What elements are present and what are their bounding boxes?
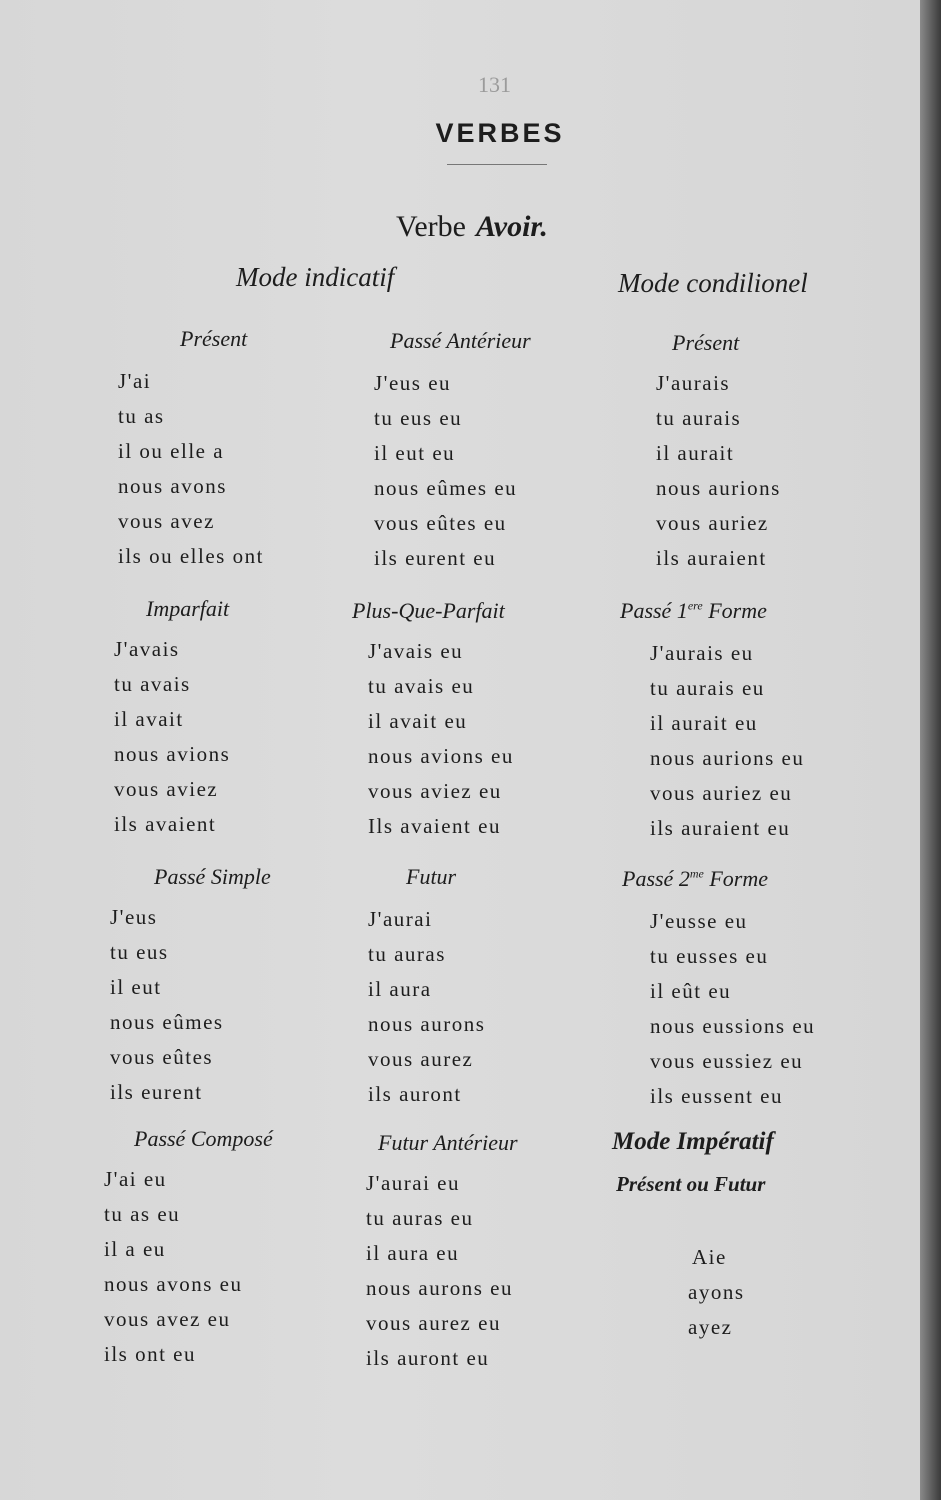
form: J'avais: [114, 637, 180, 661]
form: ils auront eu: [366, 1346, 490, 1370]
form: nous avons eu: [104, 1272, 243, 1296]
form: J'eus eu: [374, 371, 452, 395]
tense-cond-present: Présent: [672, 330, 740, 355]
form: tu avais eu: [368, 674, 475, 698]
forms-cond-passe-1: [650, 636, 804, 846]
mode-conditionnel: Mode condilionel: [618, 268, 808, 298]
forms-passe-anterieur: [374, 366, 517, 576]
form: il eut: [110, 975, 162, 999]
form: il a eu: [104, 1237, 166, 1261]
form: ils eurent: [110, 1080, 203, 1104]
mode-indicatif: Mode indicatif: [236, 262, 395, 292]
form: ayez: [688, 1315, 733, 1339]
form: tu avais: [114, 672, 191, 696]
form: nous avons: [118, 474, 227, 498]
tense-present: Présent: [180, 326, 248, 351]
form: nous eussions eu: [650, 1014, 816, 1038]
form: J'eus: [110, 905, 158, 929]
form: nous aurions: [656, 476, 781, 500]
form: vous avez: [118, 509, 215, 533]
form: nous avions: [114, 742, 231, 766]
tense-plus-que-parfait: Plus-Que-Parfait: [352, 598, 505, 623]
tense-futur-anterieur: Futur Antérieur: [378, 1130, 518, 1155]
verb-heading: [396, 210, 548, 244]
form: il eût eu: [650, 979, 732, 1003]
forms-futur-anterieur: [366, 1166, 513, 1376]
forms-plus-que-parfait: [368, 634, 514, 844]
form: Ils avaient eu: [368, 814, 501, 838]
forms-imperatif: [688, 1240, 745, 1345]
form: nous eûmes eu: [374, 476, 518, 500]
form: tu auras: [368, 942, 446, 966]
form: tu eus: [110, 940, 169, 964]
form: tu eusses eu: [650, 944, 769, 968]
form: vous avez eu: [104, 1307, 231, 1331]
tense-prefix: Passé 1: [620, 598, 688, 623]
form: nous eûmes: [110, 1010, 224, 1034]
mode-imperatif: Mode Impératif: [612, 1128, 774, 1155]
form: ils eurent eu: [374, 546, 497, 570]
form: Aie: [692, 1245, 727, 1269]
tense-suffix: Forme: [708, 598, 767, 623]
tense-sup: me: [689, 866, 704, 881]
tense-passe-anterieur: Passé Antérieur: [390, 328, 531, 353]
forms-passe-compose: [104, 1162, 243, 1372]
form: J'aurais: [656, 371, 731, 395]
forms-imparfait: [114, 632, 230, 842]
form: vous auriez: [656, 511, 769, 535]
page-edge-shadow: [920, 0, 941, 1500]
form: tu aurais eu: [650, 676, 765, 700]
tense-suffix: Forme: [709, 866, 768, 891]
form: tu aurais: [656, 406, 742, 430]
form: vous eussiez eu: [650, 1049, 804, 1073]
form: J'aurai eu: [366, 1171, 460, 1195]
tense-passe-compose: Passé Composé: [134, 1126, 273, 1151]
form: tu eus eu: [374, 406, 463, 430]
form: J'aurais eu: [650, 641, 754, 665]
form: J'eusse eu: [650, 909, 748, 933]
form: nous avions eu: [368, 744, 514, 768]
tense-imparfait: Imparfait: [146, 596, 230, 621]
form: ils auraient: [656, 546, 767, 570]
verb-name: Avoir.: [475, 210, 548, 243]
forms-passe-simple: [110, 900, 224, 1110]
form: il aura eu: [366, 1241, 460, 1265]
form: ils avaient: [114, 812, 217, 836]
form: vous aviez: [114, 777, 219, 801]
form: ils eussent eu: [650, 1084, 783, 1108]
form: ils ou elles ont: [118, 544, 264, 568]
form: vous aurez eu: [366, 1311, 501, 1335]
tense-cond-passe-2: [622, 866, 768, 892]
form: nous aurons eu: [366, 1276, 513, 1300]
form: ils auraient eu: [650, 816, 791, 840]
form: il aurait: [656, 441, 735, 465]
form: il aura: [368, 977, 432, 1001]
tense-sup: ere: [687, 598, 703, 613]
verb-prefix: Verbe: [396, 210, 466, 243]
form: il ou elle a: [118, 439, 225, 463]
form: ils auront: [368, 1082, 462, 1106]
forms-futur: [368, 902, 485, 1112]
forms-cond-present: [656, 366, 781, 576]
tense-prefix: Passé 2: [622, 866, 690, 891]
form: il avait: [114, 707, 184, 731]
form: vous eûtes eu: [374, 511, 507, 535]
forms-cond-passe-2: [650, 904, 815, 1114]
tense-imperatif: Présent ou Futur: [616, 1172, 766, 1196]
page-title: VERBES: [435, 118, 565, 148]
form: J'ai eu: [104, 1167, 167, 1191]
form: J'ai: [118, 369, 152, 393]
form: J'aurai: [368, 907, 433, 931]
form: ils ont eu: [104, 1342, 196, 1366]
form: vous aviez eu: [368, 779, 502, 803]
form: il avait eu: [368, 709, 468, 733]
tense-cond-passe-1: [620, 598, 767, 624]
form: tu auras eu: [366, 1206, 474, 1230]
form: vous eûtes: [110, 1045, 214, 1069]
tense-passe-simple: Passé Simple: [154, 864, 271, 889]
form: J'avais eu: [368, 639, 464, 663]
form: vous aurez: [368, 1047, 474, 1071]
form: il aurait eu: [650, 711, 758, 735]
form: nous aurons: [368, 1012, 486, 1036]
form: tu as: [118, 404, 165, 428]
form: ayons: [688, 1280, 745, 1304]
form: nous aurions eu: [650, 746, 805, 770]
forms-present: [118, 364, 264, 574]
title-rule: [447, 164, 547, 165]
tense-futur: Futur: [406, 864, 457, 889]
form: tu as eu: [104, 1202, 181, 1226]
page-number: 131: [478, 72, 511, 97]
form: vous auriez eu: [650, 781, 793, 805]
form: il eut eu: [374, 441, 456, 465]
